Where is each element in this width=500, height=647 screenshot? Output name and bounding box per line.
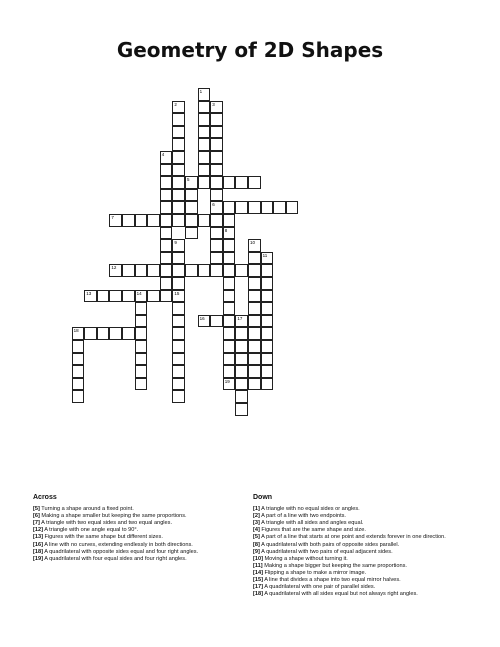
clue-number: 8 <box>224 227 228 233</box>
clue-number: 18 <box>73 328 79 334</box>
across-list <box>33 506 233 563</box>
grid-cell[interactable] <box>261 302 274 315</box>
grid-cell[interactable] <box>172 138 185 151</box>
grid-cell[interactable] <box>185 214 198 227</box>
grid-cell[interactable] <box>248 290 261 303</box>
grid-cell[interactable] <box>248 327 261 340</box>
grid-cell[interactable] <box>198 176 211 189</box>
grid-cell[interactable] <box>198 164 211 177</box>
grid-cell[interactable] <box>248 277 261 290</box>
grid-cell[interactable] <box>210 151 223 164</box>
grid-cell[interactable] <box>261 277 274 290</box>
clue-number: 12 <box>111 265 117 271</box>
grid-cell[interactable] <box>172 164 185 177</box>
clue-across-12: [12] A triangle with one angle equal to 90°. <box>33 527 139 534</box>
grid-cell[interactable] <box>172 176 185 189</box>
grid-cell[interactable] <box>198 214 211 227</box>
grid-cell[interactable] <box>172 252 185 265</box>
grid-cell[interactable] <box>261 353 274 366</box>
grid-cell[interactable] <box>235 365 248 378</box>
clue-number: 1 <box>199 89 203 94</box>
grid-cell[interactable] <box>210 113 223 126</box>
grid-cell[interactable] <box>198 151 211 164</box>
clue-down-14: [14] Flipping a shape to make a mirror image. <box>253 569 367 576</box>
grid-cell[interactable] <box>160 264 173 277</box>
grid-cell[interactable] <box>261 340 274 353</box>
grid-cell[interactable] <box>248 201 261 214</box>
clue-down-17: [17] A quadrilateral with one pair of parallel sides. <box>253 584 376 591</box>
grid-cell[interactable] <box>122 214 135 227</box>
clue-number: 14 <box>136 290 142 296</box>
grid-cell[interactable] <box>223 353 236 366</box>
clue-number: 3 <box>212 101 215 107</box>
clue-down-8: [8] A quadrilateral with both pairs of opposite sides parallel. <box>253 541 400 548</box>
clue-number: 19 <box>224 378 230 384</box>
grid-cell[interactable] <box>72 378 85 391</box>
grid-cell[interactable] <box>248 239 261 252</box>
puzzle-title: Geometry of 2D Shapes <box>116 38 384 62</box>
grid-cell[interactable] <box>223 252 236 265</box>
grid-cell[interactable] <box>97 327 110 340</box>
grid-cell[interactable] <box>223 176 236 189</box>
grid-cell[interactable] <box>235 264 248 277</box>
grid-cell[interactable] <box>248 176 261 189</box>
clue-number: 11 <box>262 252 268 258</box>
grid-cell[interactable] <box>210 101 223 114</box>
clue-number: 13 <box>86 290 92 296</box>
grid-cell[interactable] <box>261 252 274 265</box>
clue-down-9: [9] A quadrilateral with two pairs of equal adjacent sides. <box>253 548 393 555</box>
grid-cell[interactable] <box>109 264 122 277</box>
grid-cell[interactable] <box>223 227 236 240</box>
grid-cell[interactable] <box>160 164 173 177</box>
grid-cell[interactable] <box>273 201 286 214</box>
grid-cell[interactable] <box>223 214 236 227</box>
grid-cell[interactable] <box>160 176 173 189</box>
grid-cell[interactable] <box>135 264 148 277</box>
grid-cell[interactable] <box>160 252 173 265</box>
grid-cell[interactable] <box>72 327 85 340</box>
grid-cell[interactable] <box>261 201 274 214</box>
grid-cell[interactable] <box>135 378 148 391</box>
clue-number: 6 <box>212 202 215 208</box>
clue-down-1: [1] A triangle with no equal sides or angles. <box>253 506 360 513</box>
down-heading: Down <box>253 494 273 501</box>
grid-cell[interactable] <box>261 365 274 378</box>
grid-cell[interactable] <box>235 378 248 391</box>
clue-number: 5 <box>187 177 190 183</box>
grid-cell[interactable] <box>210 138 223 151</box>
clue-across-5: [5] Turning a shape around a fixed point. <box>33 506 134 513</box>
grid-cell[interactable] <box>223 201 236 214</box>
grid-cell[interactable] <box>223 277 236 290</box>
grid-cell[interactable] <box>72 353 85 366</box>
clue-number: 10 <box>250 240 256 246</box>
grid-cell[interactable] <box>235 327 248 340</box>
grid-cell[interactable] <box>172 378 185 391</box>
grid-cell[interactable] <box>223 327 236 340</box>
clue-down-15: [15] A line that divides a shape into two equal mirror halves. <box>253 577 401 584</box>
grid-cell[interactable] <box>135 327 148 340</box>
grid-cell[interactable] <box>172 302 185 315</box>
grid-cell[interactable] <box>160 151 173 164</box>
down-clues <box>253 494 468 598</box>
grid-cell[interactable] <box>172 264 185 277</box>
grid-cell[interactable] <box>210 264 223 277</box>
grid-cell[interactable] <box>210 227 223 240</box>
clue-across-18: [18] A quadrilateral with opposite sides equal and four right angles. <box>33 548 199 555</box>
clue-across-13: [13] Figures with the same shape but different sizes. <box>33 534 163 541</box>
clue-across-7: [7] A triangle with two equal sides and two equal angles. <box>33 520 173 527</box>
grid-cell[interactable] <box>248 340 261 353</box>
grid-cell[interactable] <box>160 214 173 227</box>
grid-cell[interactable] <box>172 390 185 403</box>
grid-cell[interactable] <box>223 290 236 303</box>
grid-cell[interactable] <box>172 327 185 340</box>
down-list <box>253 506 468 598</box>
clue-number: 17 <box>237 315 243 321</box>
grid-cell[interactable] <box>122 290 135 303</box>
grid-cell[interactable] <box>172 340 185 353</box>
grid-cell[interactable] <box>210 126 223 139</box>
grid-cell[interactable] <box>135 315 148 328</box>
grid-cell[interactable] <box>210 176 223 189</box>
grid-cell[interactable] <box>198 101 211 114</box>
grid-cell[interactable] <box>198 264 211 277</box>
grid-cell[interactable] <box>172 239 185 252</box>
grid-cell[interactable] <box>172 101 185 114</box>
clue-number: 2 <box>174 101 177 107</box>
grid-cell[interactable] <box>223 315 236 328</box>
clue-down-11: [11] Making a shape bigger but keeping the same proportions. <box>253 562 407 569</box>
grid-cell[interactable] <box>223 239 236 252</box>
clue-down-5: [5] A part of a line that starts at one point and extends forever in one direction. <box>253 534 446 541</box>
grid-cell[interactable] <box>160 189 173 202</box>
grid-cell[interactable] <box>172 277 185 290</box>
grid-cell[interactable] <box>248 252 261 265</box>
grid-cell[interactable] <box>84 290 97 303</box>
clue-number: 16 <box>199 315 205 321</box>
grid-cell[interactable] <box>286 201 299 214</box>
grid-cell[interactable] <box>135 302 148 315</box>
grid-cell[interactable] <box>210 252 223 265</box>
grid-cell[interactable] <box>185 227 198 240</box>
grid-cell[interactable] <box>160 201 173 214</box>
grid-cell[interactable] <box>72 340 85 353</box>
grid-cell[interactable] <box>109 290 122 303</box>
grid-cell[interactable] <box>248 353 261 366</box>
grid-cell[interactable] <box>198 315 211 328</box>
grid-cell[interactable] <box>198 88 211 101</box>
grid-cell[interactable] <box>147 290 160 303</box>
grid-cell[interactable] <box>210 201 223 214</box>
grid-cell[interactable] <box>248 264 261 277</box>
grid-cell[interactable] <box>210 164 223 177</box>
grid-cell[interactable] <box>172 113 185 126</box>
clue-number: 15 <box>174 290 180 296</box>
clue-across-16: [16] A line with no curves, extending endlessly in both directions. <box>33 541 193 548</box>
grid-cell[interactable] <box>172 201 185 214</box>
grid-cell[interactable] <box>97 290 110 303</box>
grid-cell[interactable] <box>185 176 198 189</box>
grid-cell[interactable] <box>235 315 248 328</box>
clue-down-2: [2] A part of a line with two endpoints. <box>253 513 346 520</box>
grid-cell[interactable] <box>248 315 261 328</box>
grid-cell[interactable] <box>172 126 185 139</box>
grid-cell[interactable] <box>185 201 198 214</box>
grid-cell[interactable] <box>210 214 223 227</box>
grid-cell[interactable] <box>223 365 236 378</box>
grid-cell[interactable] <box>248 365 261 378</box>
clue-down-18: [18] A quadrilateral with all sides equal but not always right angles. <box>253 591 418 598</box>
grid-cell[interactable] <box>135 340 148 353</box>
grid-cell[interactable] <box>172 315 185 328</box>
grid-cell[interactable] <box>235 176 248 189</box>
across-clues <box>33 494 233 563</box>
grid-cell[interactable] <box>147 264 160 277</box>
grid-cell[interactable] <box>261 264 274 277</box>
clue-number: 9 <box>174 240 177 246</box>
grid-cell[interactable] <box>261 290 274 303</box>
grid-cell[interactable] <box>261 327 274 340</box>
grid-cell[interactable] <box>235 403 248 416</box>
grid-cell[interactable] <box>223 264 236 277</box>
grid-cell[interactable] <box>210 315 223 328</box>
grid-cell[interactable] <box>84 327 97 340</box>
grid-cell[interactable] <box>135 353 148 366</box>
grid-cell[interactable] <box>160 239 173 252</box>
grid-cell[interactable] <box>185 189 198 202</box>
clue-number: 4 <box>161 152 165 157</box>
grid-cell[interactable] <box>198 113 211 126</box>
grid-cell[interactable] <box>109 214 122 227</box>
grid-cell[interactable] <box>198 138 211 151</box>
clue-down-4: [4] Figures that are the same shape and size. <box>253 527 366 534</box>
grid-cell[interactable] <box>248 378 261 391</box>
grid-cell[interactable] <box>172 365 185 378</box>
across-heading: Across <box>33 494 57 501</box>
clue-down-3: [3] A triangle with all sides and angles equal. <box>253 520 364 527</box>
grid-cell[interactable] <box>223 378 236 391</box>
grid-cell[interactable] <box>223 302 236 315</box>
grid-cell[interactable] <box>210 189 223 202</box>
grid-cell[interactable] <box>72 390 85 403</box>
grid-cell[interactable] <box>160 290 173 303</box>
grid-cell[interactable] <box>172 189 185 202</box>
grid-cell[interactable] <box>210 239 223 252</box>
grid-cell[interactable] <box>135 290 148 303</box>
grid-cell[interactable] <box>198 126 211 139</box>
grid-cell[interactable] <box>135 365 148 378</box>
grid-cell[interactable] <box>160 227 173 240</box>
clue-across-19: [19] A quadrilateral with four equal sides and four right angles. <box>33 555 187 562</box>
grid-cell[interactable] <box>172 290 185 303</box>
grid-cell[interactable] <box>248 302 261 315</box>
clue-across-6: [6] Making a shape smaller but keeping the same proportions. <box>33 513 187 520</box>
grid-cell[interactable] <box>122 264 135 277</box>
clue-number: 7 <box>111 215 114 220</box>
grid-cell[interactable] <box>235 353 248 366</box>
grid-cell[interactable] <box>172 214 185 227</box>
grid-cell[interactable] <box>261 315 274 328</box>
clue-down-10: [10] Moving a shape without turning it. <box>253 555 348 562</box>
grid-cell[interactable] <box>235 201 248 214</box>
grid-cell[interactable] <box>172 353 185 366</box>
grid-cell[interactable] <box>235 390 248 403</box>
grid-cell[interactable] <box>160 277 173 290</box>
grid-cell[interactable] <box>109 327 122 340</box>
grid-cell[interactable] <box>261 378 274 391</box>
grid-cell[interactable] <box>135 214 148 227</box>
grid-cell[interactable] <box>235 340 248 353</box>
grid-cell[interactable] <box>122 327 135 340</box>
grid-cell[interactable] <box>223 340 236 353</box>
grid-cell[interactable] <box>72 365 85 378</box>
grid-cell[interactable] <box>185 264 198 277</box>
grid-cell[interactable] <box>172 151 185 164</box>
grid-cell[interactable] <box>147 214 160 227</box>
